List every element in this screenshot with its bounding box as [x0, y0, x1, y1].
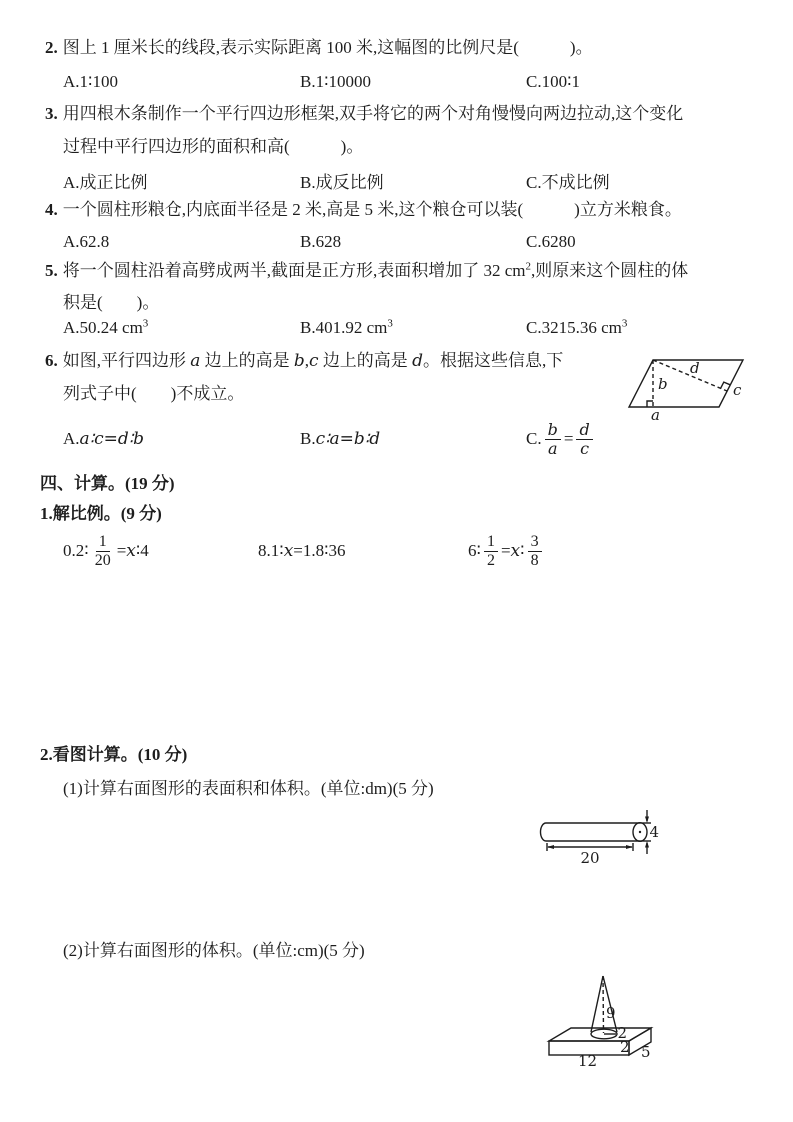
eq3-fraction-2: [528, 533, 542, 570]
question-4-text: [45, 200, 682, 220]
option-b-math: c∶a=b∶d: [315, 429, 381, 449]
question-6-line2: 列式子中( )不成立。: [63, 384, 245, 403]
fraction-denominator: c: [580, 438, 590, 458]
question-3-option-c: C.不成比例: [526, 173, 610, 192]
q6-seg: 。根据这些信息,下: [422, 351, 564, 370]
fraction-numerator: 3: [528, 533, 542, 552]
fraction-numerator: 1: [96, 533, 110, 552]
eq3-lhs: 6∶: [468, 541, 481, 560]
label-slab-height-2: 2: [620, 1038, 630, 1056]
cylinder-left-cap: [541, 823, 547, 841]
eq1-unknown-x: x: [126, 541, 136, 561]
option-a-text: A.50.24 cm: [63, 318, 143, 337]
subsection-1-number: 1.: [40, 504, 53, 523]
option-a-label: A.: [63, 429, 80, 448]
eq3-equals: =: [500, 541, 511, 560]
question-6-options: [63, 416, 778, 462]
question-3-option-b: B.成反比例: [300, 173, 384, 192]
parallelogram-figure: [618, 344, 758, 422]
question-6-text: [45, 351, 563, 371]
label-slab-length-12: 12: [578, 1052, 598, 1070]
fraction-numerator: d: [576, 421, 592, 440]
q6-var-c: c: [309, 351, 319, 371]
q6-seg: 如图,平行四边形: [62, 351, 191, 370]
fraction-numerator: b: [545, 421, 561, 440]
question-6-option-a: [63, 416, 144, 462]
q6-seg: 边上的高是: [318, 351, 413, 370]
label-cone-radius-2: 2: [617, 1024, 628, 1042]
question-2-line1: 图上 1 厘米长的线段,表示实际距离 100 米,这幅图的比例尺是( )。: [62, 38, 593, 57]
q6-var-a: a: [190, 351, 201, 371]
question-4-number: 4.: [45, 200, 58, 219]
q6-var-b: b: [293, 351, 305, 371]
subsection-2-text: 看图计算。(10 分): [52, 745, 188, 764]
question-4-options: [63, 232, 778, 256]
question-5-text: [45, 261, 688, 281]
question-2-option-c: C.100∶1: [526, 72, 581, 91]
option-c-fraction-2: [576, 421, 592, 458]
dia-arrow-top: [645, 817, 649, 824]
question-2-number: 2.: [45, 38, 58, 57]
subsection-1-title: [40, 504, 162, 524]
question-5-option-b: [300, 318, 393, 338]
question-6-option-c: [526, 416, 596, 462]
option-b-text: B.401.92 cm: [300, 318, 388, 337]
fraction-denominator: 2: [486, 551, 495, 569]
subsection-2-number: 2.: [40, 745, 53, 764]
eq1-rhs: ∶4: [135, 541, 149, 560]
option-c-fraction-1: [545, 421, 561, 458]
q6-seg: ,: [304, 351, 310, 370]
option-c-superscript: 3: [621, 317, 628, 330]
eq1-fraction: [92, 533, 114, 570]
label-length-20: 20: [580, 849, 600, 867]
option-c-text: C.3215.36 cm: [526, 318, 622, 337]
question-6-number: 6.: [45, 351, 58, 370]
question-5-option-a: [63, 318, 148, 338]
eq3-ratio-colon: ∶: [520, 541, 525, 560]
label-a: a: [651, 406, 660, 422]
length-arrow-left: [547, 845, 554, 849]
cone-left-side: [591, 976, 603, 1032]
equation-2: [258, 528, 346, 574]
option-b-label: B.: [300, 429, 316, 448]
label-slab-depth-5: 5: [641, 1043, 651, 1061]
option-a-superscript: 3: [142, 317, 149, 330]
question-4-option-a: A.62.8: [63, 232, 110, 251]
cone-cuboid-figure: [538, 960, 668, 1070]
cone-height-dashed-line: [603, 976, 604, 1033]
fraction-denominator: a: [547, 438, 558, 458]
question-5-line1b: ,则原来这个圆柱的体: [531, 261, 689, 280]
option-a-math: a∶c=d∶b: [79, 429, 145, 449]
eq1-lhs: 0.2∶: [63, 541, 89, 560]
question-6-option-b: [300, 416, 380, 462]
subsection-2-title: [40, 745, 187, 765]
question-3-line2: 过程中平行四边形的面积和高( )。: [63, 137, 364, 156]
question-4-line1: 一个圆柱形粮仓,内底面半径是 2 米,高是 5 米,这个粮仓可以装( )立方米粮食。: [62, 200, 682, 219]
length-arrow-right: [626, 845, 633, 849]
item-2-text: (2)计算右面图形的体积。(单位:cm)(5 分): [63, 941, 365, 960]
question-2-option-a: A.1∶100: [63, 72, 118, 91]
fraction-numerator: 1: [484, 533, 498, 552]
label-diameter-4: 4: [649, 823, 660, 841]
question-3-text: [45, 104, 683, 124]
equation-3: [468, 528, 545, 574]
question-3-options: [63, 168, 778, 192]
q6-seg: 边上的高是: [200, 351, 294, 370]
question-2-text: [45, 38, 593, 58]
cylinder-center-dot: [639, 831, 641, 833]
question-3-number: 3.: [45, 104, 58, 123]
question-5-number: 5.: [45, 261, 58, 280]
question-5-line2: 积是( )。: [63, 293, 160, 312]
cylinder-svg: [536, 804, 676, 868]
question-2-option-b: B.1∶10000: [300, 72, 372, 91]
cylinder-figure: [536, 804, 676, 868]
question-3-line1: 用四根木条制作一个平行四边形框架,双手将它的两个对角慢慢向两边拉动,这个变化: [62, 104, 684, 123]
eq2-unknown-x: x: [283, 541, 294, 561]
fraction-denominator: 8: [530, 551, 539, 569]
eq2-rhs: =1.8∶36: [293, 541, 346, 560]
fraction-denominator: 20: [94, 551, 111, 569]
cone-cuboid-svg: [538, 960, 668, 1070]
subsection-1-text: 解比例。(9 分): [52, 504, 162, 523]
label-b: b: [658, 375, 668, 393]
question-2-options: [63, 72, 778, 96]
eq2-lhs: 8.1∶: [258, 541, 284, 560]
section-4-title: 四、计算。(19 分): [40, 474, 175, 493]
eq3-fraction-1: [484, 533, 498, 570]
dia-arrow-bottom: [645, 841, 649, 848]
label-cone-height-9: 9: [606, 1004, 616, 1022]
option-c-label: C.: [526, 429, 542, 448]
option-c-equals: =: [563, 429, 574, 448]
question-4-option-c: C.6280: [526, 232, 576, 251]
question-5-line1a: 将一个圆柱沿着高劈成两半,截面是正方形,表面积增加了 32 cm: [62, 261, 526, 280]
eq1-equals: =: [116, 541, 127, 560]
question-5-option-c: [526, 318, 627, 338]
question-3-option-a: A.成正比例: [63, 173, 148, 192]
question-5-options: [63, 318, 778, 342]
parallelogram-svg: [618, 344, 758, 422]
label-d: d: [690, 359, 700, 377]
equation-1: [63, 528, 149, 574]
question-4-option-b: B.628: [300, 232, 342, 251]
label-c: c: [733, 381, 742, 399]
question-5-superscript: 2: [525, 260, 532, 273]
item-1-text: (1)计算右面图形的表面积和体积。(单位:dm)(5 分): [63, 779, 434, 798]
option-b-superscript: 3: [387, 317, 393, 330]
q6-var-d: d: [412, 351, 423, 371]
eq3-unknown-x: x: [510, 541, 521, 561]
